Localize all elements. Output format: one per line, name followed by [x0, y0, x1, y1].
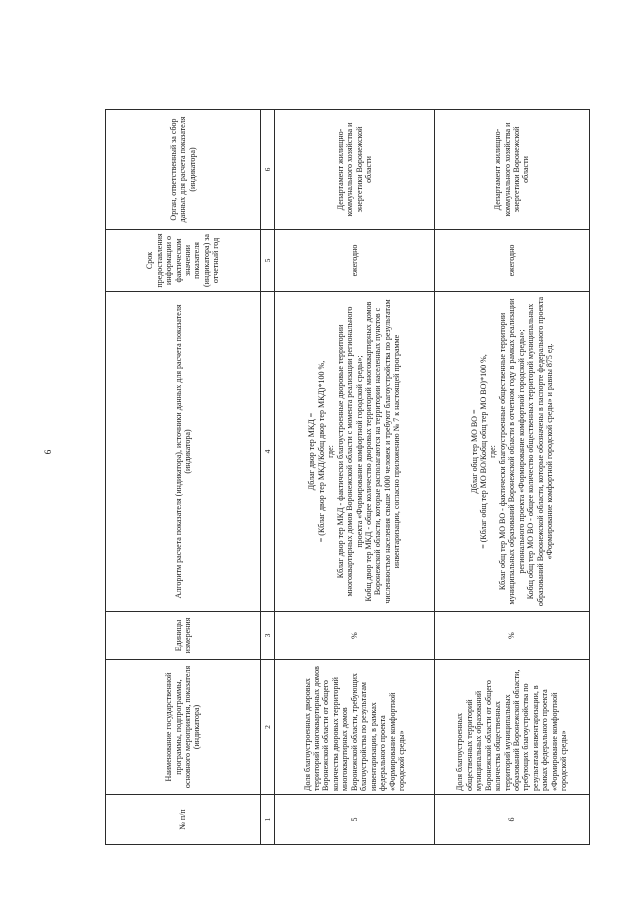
column-index: 5 — [261, 230, 275, 292]
column-index: 1 — [261, 795, 275, 845]
header-name: Наименование государственной программы, подпрограммы, основного мероприятия, показателя (индикатора) — [106, 660, 261, 795]
column-index: 6 — [261, 110, 275, 230]
indicator-algorithm — [435, 292, 590, 612]
algorithm-line: = (Кблаг общ тер МО ВО/Кобщ общ тер МО ВО)*100 %, — [478, 354, 488, 549]
indicator-name: Доля благоустроенных общественных территорий муниципальных образований Воронежской области от общего количества общественных территорий муниципальных образований Воронежской области, требующих благоустройства по результатам инвентаризации, в рамках федерального проекта «Формирование комфортной городской среды» — [435, 660, 590, 795]
indicator-unit: % — [275, 612, 435, 660]
algorithm-line: где: — [326, 445, 336, 458]
algorithm-line: Кблаг двор тер МКД - фактически благоустроенные дворовые территории многоквартирных домов Воронежской области с момента реализации регионального проекта «Формирование комфортной городской среды»; — [335, 306, 364, 597]
row-number: 5 — [275, 795, 435, 845]
header-term: Срок предоставления информации о фактическом значении показателя (индикатора) за отчетный год — [106, 230, 261, 292]
algorithm-line: Кобщ двор тер МКД - общее количество дворовых территорий многоквартирных домов Воронежской области, которые располагаются на территории населенных пунктов с численностью населения свыше 1000 человек и требуют благоустройства по результатам инвентаризации, согласно приложению № 7 к настоящей программе — [363, 299, 402, 604]
header-algorithm: Алгоритм расчета показателя (индикатора), источники данных для расчета показателя (индикатора) — [106, 292, 261, 612]
algorithm-line: Дблаг двор тер МКД = — [307, 412, 317, 491]
column-index: 4 — [261, 292, 275, 612]
header-unit: Единицы измерения — [106, 612, 261, 660]
algorithm-line: где: — [488, 445, 498, 458]
header-organ: Орган, ответственный за сбор данных для расчета показателя (индикатора) — [106, 110, 261, 230]
table-row — [275, 110, 435, 845]
column-index-row — [261, 110, 275, 845]
page-number: 6 — [43, 449, 53, 455]
responsible-organ: Департамент жилищно-коммунального хозяйства и энергетики Воронежской области — [435, 110, 590, 230]
algorithm-line: Дблаг общ тер МО ВО = — [469, 409, 479, 494]
table-row — [435, 110, 590, 845]
indicator-algorithm — [275, 292, 435, 612]
column-index: 2 — [261, 660, 275, 795]
table-header-row — [106, 110, 261, 845]
algorithm-line: Кобщ общ тер МО ВО - общее количество общественных территорий муниципальных образований Воронежской области, которые обозначены в паспорте федерального проекта «Формирование комфортной городской среды» и равны 875 ед. — [526, 296, 555, 607]
indicator-name: Доля благоустроенных дворовых территорий многоквартирных домов Воронежской области от общего количества дворовых территорий многоквартирных домов Воронежской области, требующих благоустройства по результатам инвентаризации, в рамках федерального проекта «Формирование комфортной городской среды» — [275, 660, 435, 795]
indicator-term: ежегодно — [275, 230, 435, 292]
algorithm-line: = (Кблаг двор тер МКД/Кобщ двор тер МКД)*100 %, — [316, 360, 326, 543]
header-number: № п/п — [106, 795, 261, 845]
indicator-term: ежегодно — [435, 230, 590, 292]
row-number: 6 — [435, 795, 590, 845]
rotated-table-frame — [105, 110, 590, 845]
indicator-table — [105, 109, 590, 845]
indicator-unit: % — [435, 612, 590, 660]
responsible-organ: Департамент жилищно-коммунального хозяйства и энергетики Воронежской области — [275, 110, 435, 230]
algorithm-line: Кблаг общ тер МО ВО - фактически благоустроенные общественные территории муниципальных образований Воронежской области в отчетном году в рамках реализации регионального проекта «Формирование комфортной городской среды»; — [497, 298, 526, 605]
column-index: 3 — [261, 612, 275, 660]
